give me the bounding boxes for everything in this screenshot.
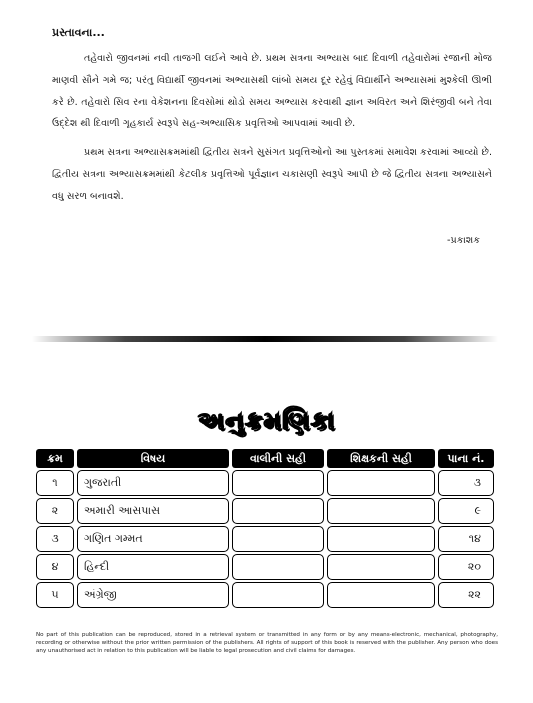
col-header-parent-sign: વાલીની સહી [232, 449, 324, 468]
row-page: ૨૨ [438, 582, 494, 608]
row-page: ૩ [438, 470, 494, 496]
preface-paragraph: તહેવારો જીવનમાં નવી તાજગી લઈને આવે છે. પ્રથમ સત્રના અભ્યાસ બાદ દિવાળી તહેવારોમાં રજાની મોજ માણવી સૌને ગમે જ; પરંતુ વિદ્યાર્થી જીવનમાં અભ્યાસથી લાંબો સમય દૂર રહેવું વિદ્યાર્થીને અભ્યાસમાં મુશ્કેલી ઊભી કરે છે. તહેવારો સિવ રના વેકેશનના દિવસોમાં થોડો સમય અભ્યાસ કરવાથી જ્ઞાન અવિરત અને શિરંજીવી બને તેવા ઉદ્દેશ થી દિવાળી ગૃહકાર્ય સ્વરૂપે સહ-અભ્યાસિક પ્રવૃત્તિઓ આપવામાં આવી છે. [52, 53, 492, 130]
row-serial: ૧ [36, 470, 74, 496]
row-teacher-sign [327, 498, 435, 524]
row-serial: ૨ [36, 498, 74, 524]
section-divider [32, 336, 498, 342]
row-teacher-sign [327, 470, 435, 496]
row-subject: હિન્દી [77, 554, 229, 580]
table-row [36, 554, 494, 580]
preface-body [52, 48, 492, 215]
row-parent-sign [232, 582, 324, 608]
row-parent-sign [232, 470, 324, 496]
table-row [36, 582, 494, 608]
row-parent-sign [232, 526, 324, 552]
row-teacher-sign [327, 554, 435, 580]
col-header-teacher-sign: શિક્ષકની સહી [327, 449, 435, 468]
col-header-subject: વિષય [77, 449, 229, 468]
row-serial: ૪ [36, 554, 74, 580]
toc-header-row [36, 449, 494, 468]
preface-paragraph: પ્રથમ સત્રના અભ્યાસક્રમમાંથી દ્વિતીય સત્રને સુસંગત પ્રવૃત્તિઓનો આ પુસ્તકમાં સમાવેશ કરવામાં આવ્યો છે. દ્વિતીય સત્રના અભ્યાસક્રમમાંથી કેટલીક પ્રવૃત્તિઓ પૂર્વજ્ઞાન ચકાસણી સ્વરૂપે આપી છે જે દ્વિતીય સત્રના અભ્યાસને વધુ સરળ બનાવશે. [52, 147, 492, 202]
row-subject: અમારી આસપાસ [77, 498, 229, 524]
table-row [36, 526, 494, 552]
table-row [36, 498, 494, 524]
row-teacher-sign [327, 526, 435, 552]
col-header-serial: ક્રમ [36, 449, 74, 468]
row-serial: ૩ [36, 526, 74, 552]
row-page: ૨૦ [438, 554, 494, 580]
toc-title: અનુક્રમણિકા [197, 406, 336, 435]
row-serial: ૫ [36, 582, 74, 608]
row-subject: ગણિત ગમ્મત [77, 526, 229, 552]
row-subject: અંગ્રેજી [77, 582, 229, 608]
row-teacher-sign [327, 582, 435, 608]
row-parent-sign [232, 554, 324, 580]
copyright-notice: No part of this publication can be reproduced, stored in a retrieval system or transmitted in any form or by any means-electronic, mechanical, photography, recording or otherwise without the prior written permission of the publishers. All rights of support of this book is reserved with the publisher. Any person who does any unauthorised act in relation to this publication will be liable to legal prosecution and civil claims for damages. [36, 632, 498, 654]
toc-table [33, 447, 497, 610]
publisher-signature: -પ્રકાશક [447, 235, 480, 246]
row-page: ૧૪ [438, 526, 494, 552]
row-page: ૯ [438, 498, 494, 524]
table-row [36, 470, 494, 496]
row-subject: ગુજરાતી [77, 470, 229, 496]
col-header-page-no: પાના નં. [438, 449, 494, 468]
preface-heading: પ્રસ્તાવના... [52, 26, 105, 39]
row-parent-sign [232, 498, 324, 524]
